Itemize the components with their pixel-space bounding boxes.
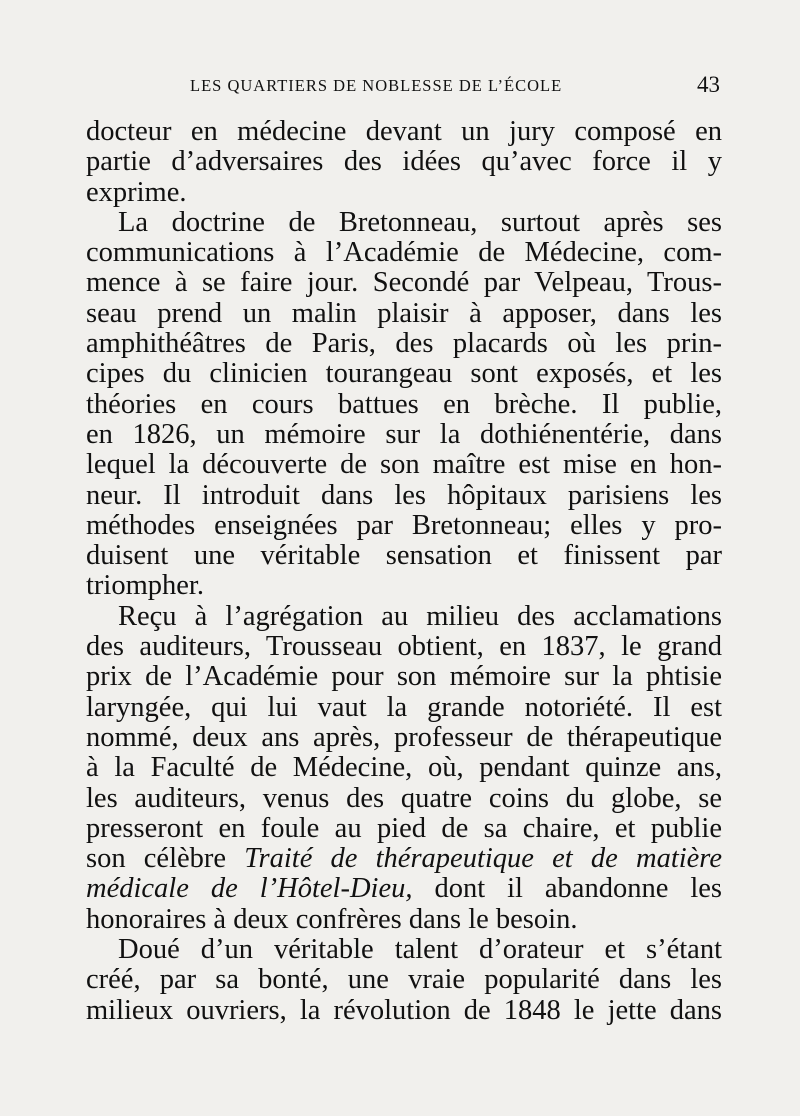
text-line: partie d’adversaires des idées qu’avec force il y	[86, 146, 722, 178]
italic-title-text: médicale de l’Hôtel-Dieu,	[86, 873, 413, 905]
italic-title-text: Traité de thérapeutique et de matière	[244, 843, 722, 875]
text-line: duisent une véritable sensation et finissent par	[86, 540, 722, 572]
text-line: lequel la découverte de son maître est mise en hon-	[86, 449, 722, 481]
text-line: amphithéâtres de Paris, des placards où les prin-	[86, 328, 722, 360]
text-line-with-italic	[86, 874, 722, 904]
text-line: exprime.	[86, 176, 187, 208]
text-line: honoraires à deux confrères dans le besoin.	[86, 903, 578, 935]
text-line: prix de l’Académie pour son mémoire sur la phtisie	[86, 661, 722, 693]
text-line: méthodes enseignées par Bretonneau; elles y pro-	[86, 509, 722, 541]
text-line: neur. Il introduit dans les hôpitaux parisiens les	[86, 479, 722, 511]
paragraph-first-line: Reçu à l’agrégation au milieu des acclamations	[118, 600, 722, 632]
text-line: créé, par sa bonté, une vraie popularité dans les	[86, 964, 722, 996]
text-line: docteur en médecine devant un jury composé en	[86, 116, 722, 147]
text-line-with-italic	[86, 844, 722, 874]
paragraph-first-line: La doctrine de Bretonneau, surtout après ses	[118, 206, 722, 238]
body-text	[86, 117, 722, 1026]
text-line: seau prend un malin plaisir à apposer, dans les	[86, 297, 722, 329]
text-line: à la Faculté de Médecine, où, pendant quinze ans,	[86, 752, 722, 784]
text-line: des auditeurs, Trousseau obtient, en 1837, le grand	[86, 631, 722, 663]
plain-text: son célèbre	[86, 843, 245, 875]
text-line: les auditeurs, venus des quatre coins du globe, se	[86, 782, 722, 814]
text-line: cipes du clinicien tourangeau sont exposés, et les	[86, 358, 722, 390]
running-title: LES QUARTIERS DE NOBLESSE DE L’ÉCOLE	[190, 76, 563, 95]
text-line: triompher.	[86, 570, 204, 602]
text-line: théories en cours battues en brèche. Il publie,	[86, 388, 722, 420]
text-line: en 1826, un mémoire sur la dothiénentérie, dans	[86, 418, 722, 450]
paragraph-first-line: Doué d’un véritable talent d’orateur et s’étant	[118, 934, 722, 966]
text-line: mence à se faire jour. Secondé par Velpeau, Trous-	[86, 267, 722, 299]
plain-text: dont il abandonne les	[412, 873, 722, 905]
text-line: laryngée, qui lui vaut la grande notoriété. Il est	[86, 691, 722, 723]
running-header	[86, 72, 722, 102]
text-line: communications à l’Académie de Médecine, com-	[86, 237, 722, 269]
text-line: nommé, deux ans après, professeur de thérapeutique	[86, 721, 722, 753]
text-line: presseront en foule au pied de sa chaire, et publie	[86, 812, 722, 844]
text-line: milieux ouvriers, la révolution de 1848 le jette dans	[86, 994, 722, 1026]
page-number: 43	[697, 72, 720, 97]
